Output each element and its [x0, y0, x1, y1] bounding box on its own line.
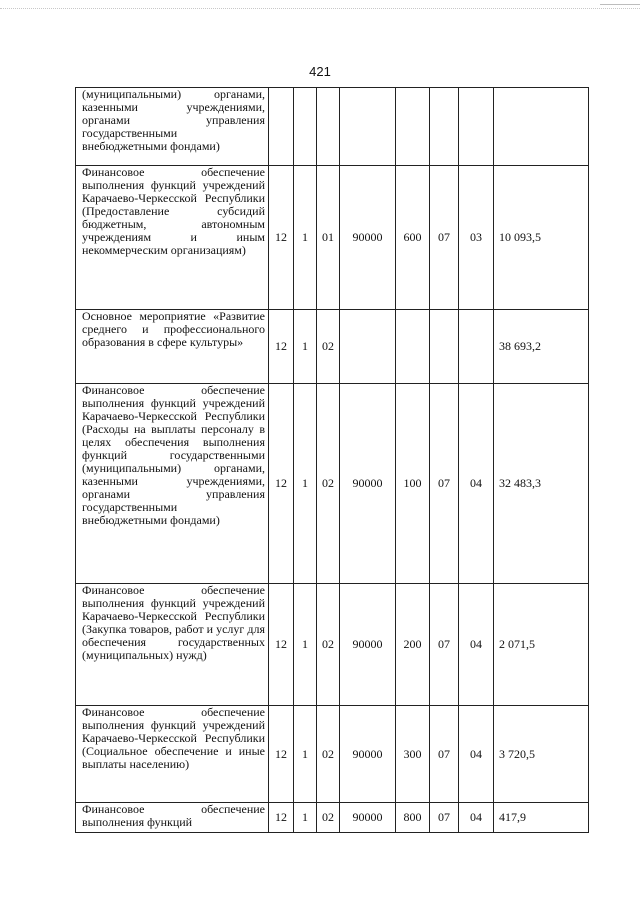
cell-c4: 90000	[340, 584, 396, 706]
cell-amount: 10 093,5	[494, 166, 589, 310]
cell-c1: 12	[269, 584, 294, 706]
table-row	[76, 310, 589, 384]
cell-c2: 1	[294, 706, 317, 803]
cell-c1: 12	[269, 384, 294, 584]
cell-c2: 1	[294, 310, 317, 384]
scan-artifact-top	[0, 8, 640, 13]
cell-c4	[340, 88, 396, 166]
cell-c4: 90000	[340, 384, 396, 584]
cell-c3	[317, 88, 340, 166]
row-description: Финансовое обеспечение выполнения функций учреждений Карачаево-Черкесской Республики (Предоставление субсидий бюджетным, автономным учреждениям и иным некоммерческим организациям)	[76, 166, 269, 310]
table-row	[76, 584, 589, 706]
cell-c5: 100	[396, 384, 430, 584]
cell-c1: 12	[269, 310, 294, 384]
page-number: 421	[309, 64, 331, 79]
cell-c3: 02	[317, 803, 340, 833]
cell-c5: 300	[396, 706, 430, 803]
budget-table	[75, 87, 589, 833]
cell-c1: 12	[269, 706, 294, 803]
cell-c6: 07	[430, 706, 459, 803]
row-description: (муниципальными) органами, казенными учреждениями, органами управления государственными внебюджетными фондами)	[76, 88, 269, 166]
cell-c4: 90000	[340, 803, 396, 833]
cell-c6: 07	[430, 803, 459, 833]
cell-c4	[340, 310, 396, 384]
cell-c7: 04	[459, 803, 494, 833]
cell-c1: 12	[269, 166, 294, 310]
cell-c7: 04	[459, 706, 494, 803]
table-row	[76, 166, 589, 310]
cell-c5	[396, 310, 430, 384]
table-row	[76, 384, 589, 584]
cell-c2: 1	[294, 584, 317, 706]
cell-c4: 90000	[340, 706, 396, 803]
cell-amount: 417,9	[494, 803, 589, 833]
scan-artifact-corner	[600, 0, 640, 5]
cell-c1: 12	[269, 803, 294, 833]
cell-c6: 07	[430, 584, 459, 706]
cell-c6	[430, 88, 459, 166]
row-description: Основное мероприятие «Развитие среднего и профессионального образования в сфере культуры»	[76, 310, 269, 384]
row-description: Финансовое обеспечение выполнения функций	[76, 803, 269, 833]
cell-amount: 2 071,5	[494, 584, 589, 706]
cell-amount: 32 483,3	[494, 384, 589, 584]
row-description: Финансовое обеспечение выполнения функций учреждений Карачаево-Черкесской Республики (Социальное обеспечение и иные выплаты населению)	[76, 706, 269, 803]
cell-amount: 38 693,2	[494, 310, 589, 384]
cell-c5: 600	[396, 166, 430, 310]
cell-c7: 04	[459, 584, 494, 706]
cell-c3: 02	[317, 384, 340, 584]
cell-c2: 1	[294, 166, 317, 310]
cell-c5	[396, 88, 430, 166]
row-description: Финансовое обеспечение выполнения функций учреждений Карачаево-Черкесской Республики (Закупка товаров, работ и услуг для обеспечения государственных (муниципальных) нужд)	[76, 584, 269, 706]
cell-c2: 1	[294, 803, 317, 833]
cell-c4: 90000	[340, 166, 396, 310]
cell-c6	[430, 310, 459, 384]
cell-c2: 1	[294, 384, 317, 584]
cell-amount: 3 720,5	[494, 706, 589, 803]
cell-amount	[494, 88, 589, 166]
cell-c7	[459, 88, 494, 166]
cell-c3: 02	[317, 584, 340, 706]
table-row	[76, 706, 589, 803]
cell-c7	[459, 310, 494, 384]
cell-c3: 02	[317, 706, 340, 803]
cell-c2	[294, 88, 317, 166]
cell-c6: 07	[430, 384, 459, 584]
cell-c1	[269, 88, 294, 166]
cell-c7: 04	[459, 384, 494, 584]
row-description: Финансовое обеспечение выполнения функций учреждений Карачаево-Черкесской Республики (Расходы на выплаты персоналу в целях обеспечения выполнения функций государственными (муниципальными) органами, казенными учреждениями, органами управления государственными внебюджетными фондами)	[76, 384, 269, 584]
table-row	[76, 88, 589, 166]
cell-c5: 800	[396, 803, 430, 833]
cell-c5: 200	[396, 584, 430, 706]
cell-c3: 02	[317, 310, 340, 384]
cell-c6: 07	[430, 166, 459, 310]
cell-c7: 03	[459, 166, 494, 310]
table-row	[76, 803, 589, 833]
cell-c3: 01	[317, 166, 340, 310]
